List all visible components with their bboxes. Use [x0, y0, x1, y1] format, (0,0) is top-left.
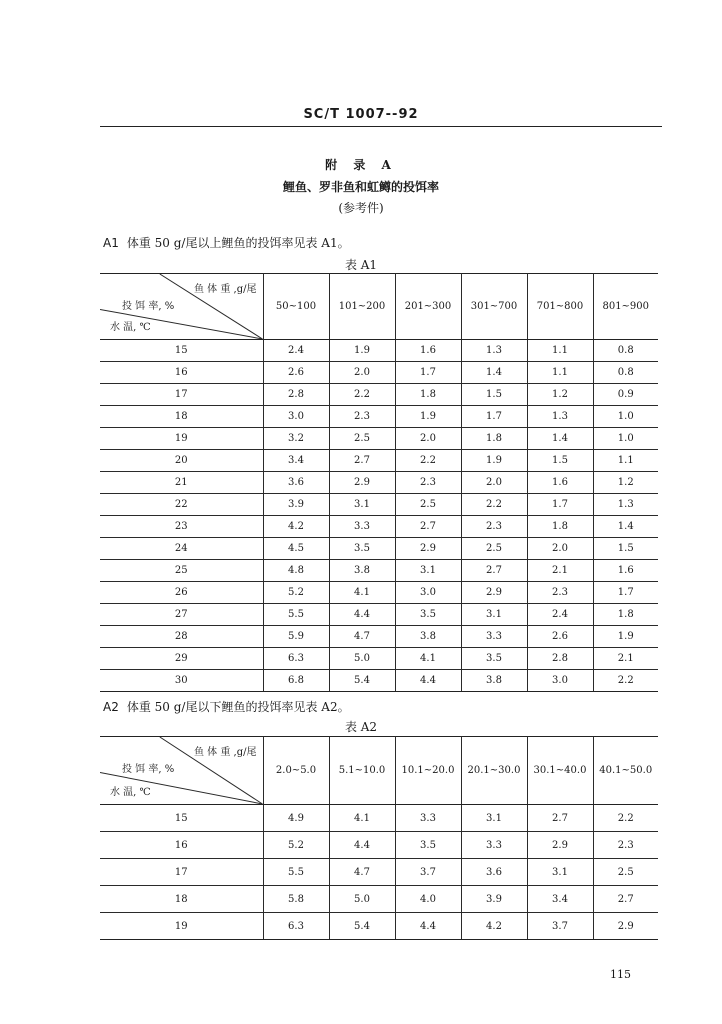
feeding-rate-cell: 2.9 — [461, 582, 527, 604]
water-temp-cell: 19 — [100, 428, 263, 450]
feeding-rate-cell: 1.9 — [461, 450, 527, 472]
feeding-rate-cell: 5.2 — [263, 832, 329, 859]
feeding-rate-cell: 1.7 — [461, 406, 527, 428]
table-a2-header-row — [100, 737, 658, 805]
feeding-rate-cell: 1.3 — [527, 406, 593, 428]
section-a1-heading — [103, 234, 350, 251]
feeding-rate-cell: 5.9 — [263, 626, 329, 648]
feeding-rate-cell: 3.5 — [329, 538, 395, 560]
column-header: 40.1~50.0 — [593, 737, 658, 805]
feeding-rate-cell: 1.1 — [527, 340, 593, 362]
column-header: 201~300 — [395, 274, 461, 340]
feeding-rate-cell: 1.5 — [527, 450, 593, 472]
feeding-rate-cell: 3.0 — [395, 582, 461, 604]
feeding-rate-cell: 1.7 — [395, 362, 461, 384]
water-temp-cell: 18 — [100, 406, 263, 428]
water-temp-cell: 19 — [100, 913, 263, 940]
feeding-rate-cell: 3.9 — [263, 494, 329, 516]
feeding-rate-cell: 1.5 — [461, 384, 527, 406]
feeding-rate-cell: 5.5 — [263, 859, 329, 886]
feeding-rate-cell: 5.4 — [329, 913, 395, 940]
feeding-rate-cell: 1.8 — [395, 384, 461, 406]
column-header: 5.1~10.0 — [329, 737, 395, 805]
column-header: 801~900 — [593, 274, 658, 340]
appendix-note: (参考件) — [338, 201, 384, 215]
corner-water-temp-label: 水 温, ℃ — [110, 787, 151, 798]
feeding-rate-cell: 2.5 — [593, 859, 658, 886]
feeding-rate-cell: 0.8 — [593, 340, 658, 362]
section-a2-text: 体重 50 g/尾以下鲤鱼的投饵率见表 A2。 — [126, 700, 350, 714]
table-a2-caption: 表 A2 — [344, 720, 378, 734]
feeding-rate-cell: 4.4 — [329, 604, 395, 626]
water-temp-cell: 22 — [100, 494, 263, 516]
feeding-rate-cell: 4.9 — [263, 805, 329, 832]
feeding-rate-cell: 1.9 — [329, 340, 395, 362]
feeding-rate-cell: 2.1 — [527, 560, 593, 582]
water-temp-cell: 17 — [100, 859, 263, 886]
feeding-rate-cell: 2.8 — [527, 648, 593, 670]
feeding-rate-cell: 3.4 — [263, 450, 329, 472]
table-row — [100, 494, 658, 516]
table-row — [100, 886, 658, 913]
water-temp-cell: 30 — [100, 670, 263, 692]
feeding-rate-cell: 3.1 — [461, 805, 527, 832]
feeding-rate-cell: 4.1 — [329, 805, 395, 832]
feeding-rate-cell: 0.9 — [593, 384, 658, 406]
feeding-rate-cell: 0.8 — [593, 362, 658, 384]
table-row — [100, 450, 658, 472]
water-temp-cell: 27 — [100, 604, 263, 626]
feeding-rate-cell: 5.5 — [263, 604, 329, 626]
table-a1-corner-cell — [100, 274, 263, 340]
feeding-rate-cell: 2.1 — [593, 648, 658, 670]
column-header: 30.1~40.0 — [527, 737, 593, 805]
table-row — [100, 604, 658, 626]
feeding-rate-cell: 2.4 — [527, 604, 593, 626]
table-row — [100, 859, 658, 886]
feeding-rate-cell: 1.4 — [593, 516, 658, 538]
feeding-rate-cell: 3.3 — [461, 626, 527, 648]
water-temp-cell: 18 — [100, 886, 263, 913]
feeding-rate-cell: 3.1 — [395, 560, 461, 582]
feeding-rate-cell: 1.8 — [461, 428, 527, 450]
feeding-rate-cell: 2.5 — [461, 538, 527, 560]
feeding-rate-cell: 1.9 — [395, 406, 461, 428]
feeding-rate-cell: 1.1 — [593, 450, 658, 472]
table-a2-corner-cell — [100, 737, 263, 805]
table-a1 — [100, 273, 658, 692]
feeding-rate-cell: 3.5 — [461, 648, 527, 670]
table-a1-header-row — [100, 274, 658, 340]
table-row — [100, 648, 658, 670]
table-row — [100, 384, 658, 406]
feeding-rate-cell: 4.4 — [329, 832, 395, 859]
water-temp-cell: 26 — [100, 582, 263, 604]
column-header: 701~800 — [527, 274, 593, 340]
feeding-rate-cell: 4.2 — [263, 516, 329, 538]
feeding-rate-cell: 5.8 — [263, 886, 329, 913]
column-header: 101~200 — [329, 274, 395, 340]
feeding-rate-cell: 3.6 — [461, 859, 527, 886]
feeding-rate-cell: 3.7 — [527, 913, 593, 940]
table-row — [100, 538, 658, 560]
feeding-rate-cell: 4.1 — [329, 582, 395, 604]
page-number: 115 — [610, 968, 631, 981]
feeding-rate-cell: 4.4 — [395, 670, 461, 692]
feeding-rate-cell: 4.0 — [395, 886, 461, 913]
feeding-rate-cell: 3.2 — [263, 428, 329, 450]
feeding-rate-cell: 3.1 — [329, 494, 395, 516]
feeding-rate-cell: 2.9 — [593, 913, 658, 940]
feeding-rate-cell: 2.7 — [527, 805, 593, 832]
column-header: 10.1~20.0 — [395, 737, 461, 805]
feeding-rate-cell: 1.6 — [395, 340, 461, 362]
section-a1-text: 体重 50 g/尾以上鲤鱼的投饵率见表 A1。 — [126, 236, 350, 250]
feeding-rate-cell: 4.8 — [263, 560, 329, 582]
feeding-rate-cell: 3.7 — [395, 859, 461, 886]
table-row — [100, 670, 658, 692]
feeding-rate-cell: 3.3 — [461, 832, 527, 859]
water-temp-cell: 23 — [100, 516, 263, 538]
table-row — [100, 582, 658, 604]
corner-fish-weight-label: 鱼 体 重 ,g/尾 — [194, 284, 257, 295]
standard-code: SC/T 1007--92 — [303, 107, 419, 122]
header-rule — [100, 126, 662, 127]
feeding-rate-cell: 1.7 — [527, 494, 593, 516]
feeding-rate-cell: 4.7 — [329, 859, 395, 886]
feeding-rate-cell: 3.3 — [395, 805, 461, 832]
table-row — [100, 472, 658, 494]
table-row — [100, 362, 658, 384]
feeding-rate-cell: 2.2 — [329, 384, 395, 406]
water-temp-cell: 17 — [100, 384, 263, 406]
feeding-rate-cell: 1.8 — [593, 604, 658, 626]
feeding-rate-cell: 1.4 — [527, 428, 593, 450]
feeding-rate-cell: 1.9 — [593, 626, 658, 648]
table-row — [100, 340, 658, 362]
feeding-rate-cell: 5.0 — [329, 886, 395, 913]
table-row — [100, 560, 658, 582]
table-row — [100, 406, 658, 428]
feeding-rate-cell: 3.8 — [461, 670, 527, 692]
appendix-title: 鲤鱼、罗非鱼和虹鳟的投饵率 — [282, 180, 439, 194]
feeding-rate-cell: 2.2 — [593, 670, 658, 692]
section-a1-number: A1 — [103, 236, 119, 250]
feeding-rate-cell: 3.5 — [395, 832, 461, 859]
appendix-label: 附 录 A — [325, 158, 397, 172]
table-a2-body — [100, 805, 658, 940]
feeding-rate-cell: 6.3 — [263, 648, 329, 670]
feeding-rate-cell: 2.2 — [593, 805, 658, 832]
water-temp-cell: 29 — [100, 648, 263, 670]
water-temp-cell: 24 — [100, 538, 263, 560]
water-temp-cell: 20 — [100, 450, 263, 472]
feeding-rate-cell: 2.6 — [263, 362, 329, 384]
feeding-rate-cell: 2.7 — [329, 450, 395, 472]
feeding-rate-cell: 3.3 — [329, 516, 395, 538]
water-temp-cell: 16 — [100, 832, 263, 859]
feeding-rate-cell: 2.0 — [329, 362, 395, 384]
feeding-rate-cell: 3.6 — [263, 472, 329, 494]
feeding-rate-cell: 2.5 — [329, 428, 395, 450]
water-temp-cell: 16 — [100, 362, 263, 384]
feeding-rate-cell: 1.3 — [593, 494, 658, 516]
feeding-rate-cell: 1.3 — [461, 340, 527, 362]
feeding-rate-cell: 1.0 — [593, 428, 658, 450]
table-row — [100, 805, 658, 832]
table-a1-body — [100, 340, 658, 692]
water-temp-cell: 21 — [100, 472, 263, 494]
feeding-rate-cell: 2.9 — [395, 538, 461, 560]
water-temp-cell: 25 — [100, 560, 263, 582]
feeding-rate-cell: 1.7 — [593, 582, 658, 604]
feeding-rate-cell: 2.3 — [329, 406, 395, 428]
feeding-rate-cell: 3.5 — [395, 604, 461, 626]
feeding-rate-cell: 3.4 — [527, 886, 593, 913]
feeding-rate-cell: 4.5 — [263, 538, 329, 560]
table-a2 — [100, 736, 658, 940]
feeding-rate-cell: 4.4 — [395, 913, 461, 940]
feeding-rate-cell: 2.2 — [395, 450, 461, 472]
feeding-rate-cell: 1.1 — [527, 362, 593, 384]
feeding-rate-cell: 1.2 — [527, 384, 593, 406]
feeding-rate-cell: 1.4 — [461, 362, 527, 384]
corner-water-temp-label: 水 温, ℃ — [110, 322, 151, 333]
table-row — [100, 913, 658, 940]
corner-fish-weight-label: 鱼 体 重 ,g/尾 — [194, 747, 257, 758]
feeding-rate-cell: 3.8 — [395, 626, 461, 648]
column-header: 50~100 — [263, 274, 329, 340]
feeding-rate-cell: 2.7 — [395, 516, 461, 538]
feeding-rate-cell: 5.4 — [329, 670, 395, 692]
feeding-rate-cell: 2.3 — [461, 516, 527, 538]
feeding-rate-cell: 2.3 — [527, 582, 593, 604]
feeding-rate-cell: 5.0 — [329, 648, 395, 670]
feeding-rate-cell: 2.8 — [263, 384, 329, 406]
table-row — [100, 626, 658, 648]
feeding-rate-cell: 3.0 — [263, 406, 329, 428]
feeding-rate-cell: 2.5 — [395, 494, 461, 516]
feeding-rate-cell: 3.1 — [527, 859, 593, 886]
feeding-rate-cell: 2.3 — [593, 832, 658, 859]
feeding-rate-cell: 4.1 — [395, 648, 461, 670]
water-temp-cell: 15 — [100, 805, 263, 832]
feeding-rate-cell: 4.2 — [461, 913, 527, 940]
feeding-rate-cell: 6.8 — [263, 670, 329, 692]
feeding-rate-cell: 2.3 — [395, 472, 461, 494]
feeding-rate-cell: 5.2 — [263, 582, 329, 604]
feeding-rate-cell: 3.8 — [329, 560, 395, 582]
column-header: 301~700 — [461, 274, 527, 340]
feeding-rate-cell: 1.0 — [593, 406, 658, 428]
feeding-rate-cell: 2.9 — [527, 832, 593, 859]
feeding-rate-cell: 1.5 — [593, 538, 658, 560]
table-row — [100, 832, 658, 859]
feeding-rate-cell: 1.6 — [593, 560, 658, 582]
feeding-rate-cell: 6.3 — [263, 913, 329, 940]
feeding-rate-cell: 2.7 — [593, 886, 658, 913]
water-temp-cell: 28 — [100, 626, 263, 648]
feeding-rate-cell: 3.9 — [461, 886, 527, 913]
table-row — [100, 516, 658, 538]
column-header: 2.0~5.0 — [263, 737, 329, 805]
feeding-rate-cell: 2.0 — [527, 538, 593, 560]
feeding-rate-cell: 2.0 — [461, 472, 527, 494]
feeding-rate-cell: 2.9 — [329, 472, 395, 494]
corner-feeding-rate-label: 投 饵 率, % — [122, 764, 175, 775]
table-row — [100, 428, 658, 450]
feeding-rate-cell: 2.4 — [263, 340, 329, 362]
feeding-rate-cell: 2.0 — [395, 428, 461, 450]
section-a2-heading — [103, 698, 350, 715]
table-a1-caption: 表 A1 — [344, 258, 378, 272]
section-a2-number: A2 — [103, 700, 119, 714]
feeding-rate-cell: 3.1 — [461, 604, 527, 626]
feeding-rate-cell: 3.0 — [527, 670, 593, 692]
feeding-rate-cell: 4.7 — [329, 626, 395, 648]
feeding-rate-cell: 1.8 — [527, 516, 593, 538]
water-temp-cell: 15 — [100, 340, 263, 362]
feeding-rate-cell: 1.2 — [593, 472, 658, 494]
column-header: 20.1~30.0 — [461, 737, 527, 805]
corner-feeding-rate-label: 投 饵 率, % — [122, 301, 175, 312]
feeding-rate-cell: 2.2 — [461, 494, 527, 516]
feeding-rate-cell: 2.6 — [527, 626, 593, 648]
feeding-rate-cell: 2.7 — [461, 560, 527, 582]
feeding-rate-cell: 1.6 — [527, 472, 593, 494]
